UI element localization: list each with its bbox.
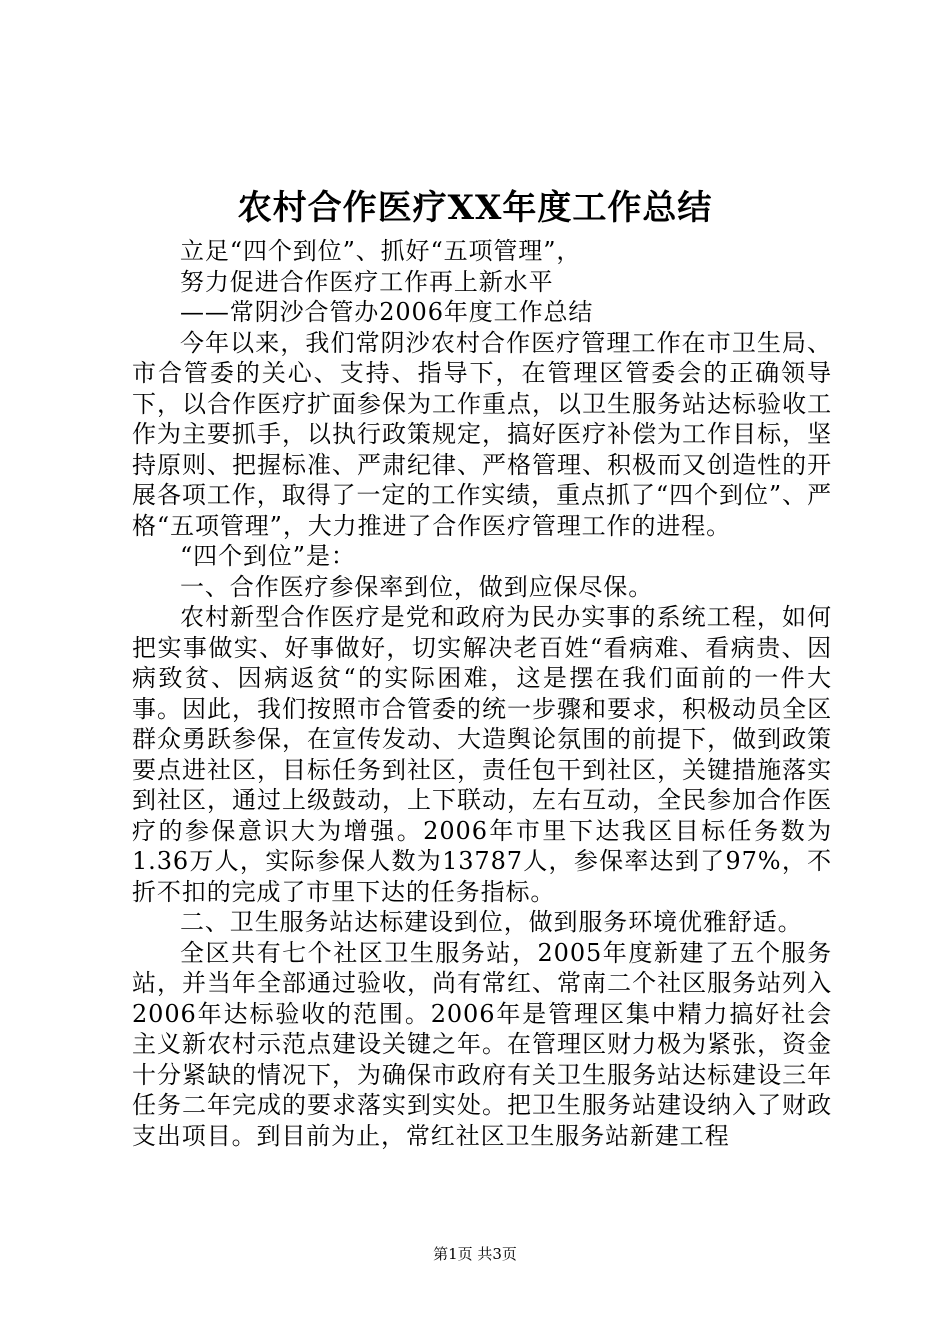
paragraph-subtitle-2: 努力促进合作医疗工作再上新水平: [180, 267, 554, 296]
paragraph-subtitle-3: ——常阴沙合管办2006年度工作总结: [180, 298, 594, 326]
document-body: [132, 236, 832, 1151]
paragraph-subtitle-1: 立足“四个到位”、抓好“五项管理”，: [180, 237, 582, 265]
paragraph-four-in-place: “四个到位”是：: [180, 542, 356, 570]
paragraph-heading-2: 二、卫生服务站达标建设到位，做到服务环境优雅舒适。: [180, 908, 803, 936]
paragraph-intro: 今年以来，我们常阴沙农村合作医疗管理工作在市卫生局、市合管委的关心、支持、指导下，在管理区管委会的正确领导下，以合作医疗扩面参保为工作重点，以卫生服务站达标验收工作为主要抓手，以执行政策规定，搞好医疗补偿为工作目标，坚持原则、把握标准、严肃纪律、严格管理、积极而又创造性的开展各项工作，取得了一定的工作实绩，重点抓了“四个到位”、严格“五项管理”，大力推进了合作医疗管理工作的进程。: [132, 328, 832, 540]
document-title: 农村合作医疗XX年度工作总结: [237, 188, 713, 228]
paragraph-heading-1: 一、合作医疗参保率到位，做到应保尽保。: [180, 572, 654, 601]
page-footer: 第1页 共3页: [433, 1245, 517, 1263]
paragraph-section-1: 农村新型合作医疗是党和政府为民办实事的系统工程，如何把实事做实、好事做好，切实解决老百姓“看病难、看病贵、因病致贫、因病返贫“的实际困难，这是摆在我们面前的一件大事。因此，我们按照市合管委的统一步骤和要求，积极动员全区群众勇跃参保，在宣传发动、大造舆论氛围的前提下，做到政策要点进社区，目标任务到社区，责任包干到社区，关键措施落实到社区，通过上级鼓动，上下联动，左右互动，全民参加合作医疗的参保意识大为增强。2006年市里下达我区目标任务数为1.36万人，实际参保人数为13787人，参保率达到了97%，不折不扣的完成了市里下达的任务指标。: [132, 603, 832, 906]
paragraph-section-2: 全区共有七个社区卫生服务站，2005年度新建了五个服务站，并当年全部通过验收，尚有常红、常南二个社区服务站列入2006年达标验收的范围。2006年是管理区集中精力搞好社会主义新农村示范点建设关键之年。在管理区财力极为紧张，资金十分紧缺的情况下，为确保市政府有关卫生服务站达标建设三年任务二年完成的要求落实到实处。把卫生服务站建设纳入了财政支出项目。到目前为止，常红社区卫生服务站新建工程: [132, 938, 832, 1150]
